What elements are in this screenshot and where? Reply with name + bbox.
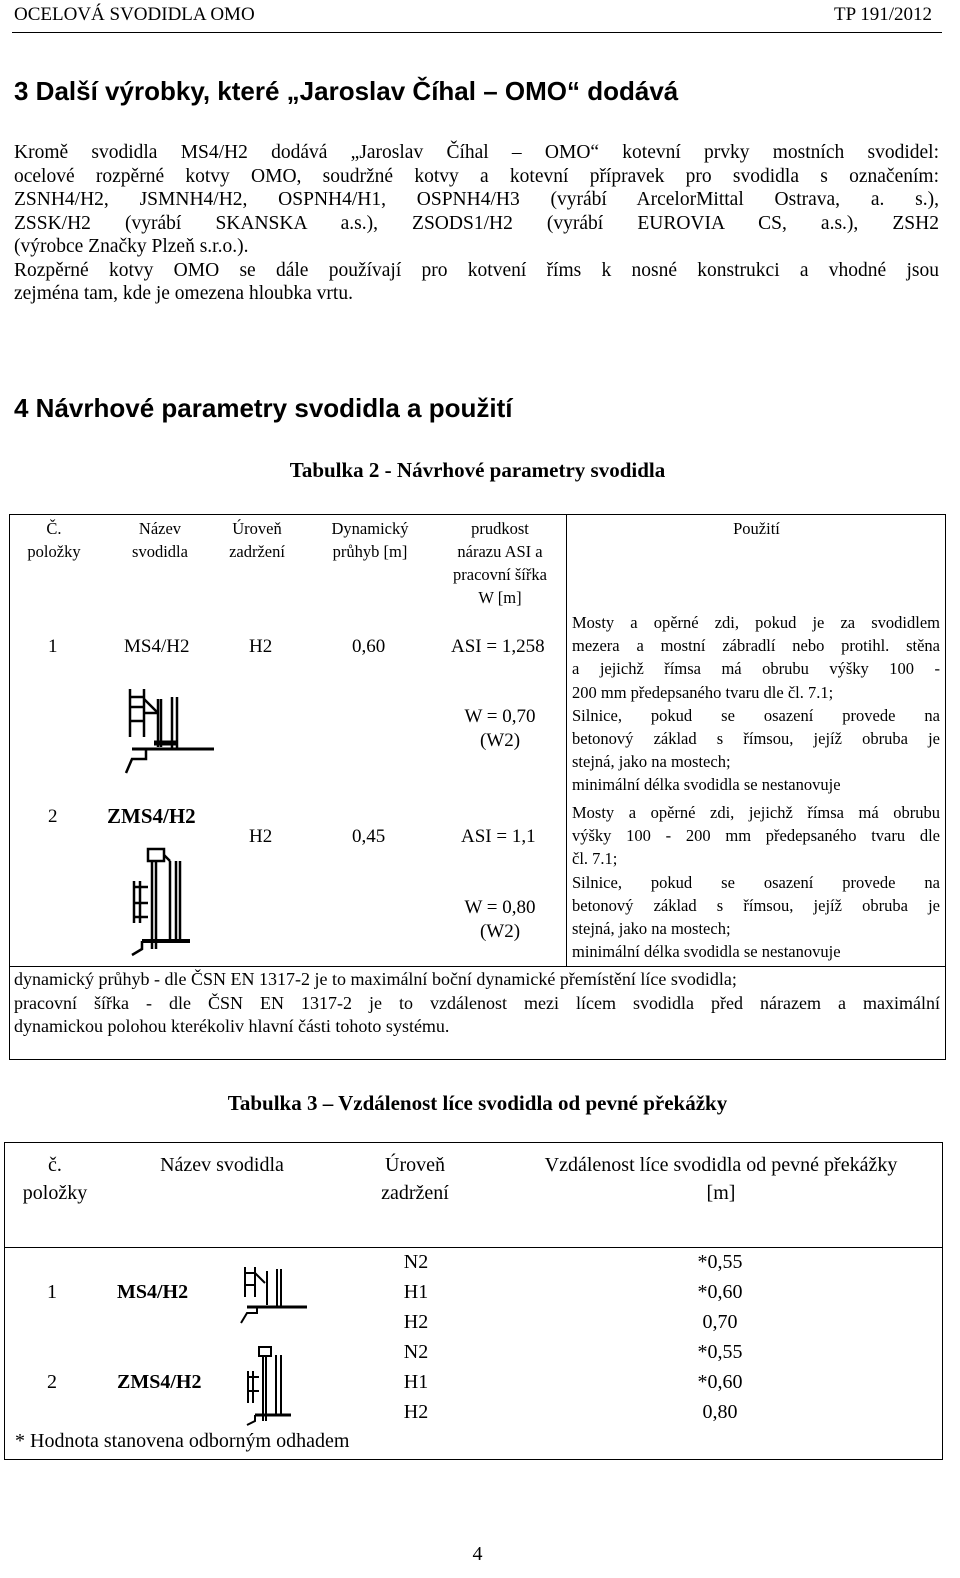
- note-line: dynamický průhyb - dle ČSN EN 1317-2 je to maximální boční dynamické přemístění líce svodidla;: [14, 969, 737, 989]
- header-rule: [12, 32, 942, 33]
- t3-group2-name: ZMS4/H2: [117, 1371, 202, 1393]
- ms4-h2-profile-drawing: [118, 685, 214, 775]
- header-text: č.: [48, 1154, 62, 1176]
- header-text: nárazu ASI a: [457, 542, 543, 561]
- t2-row2-usage: [572, 801, 940, 963]
- usage-line: stejná, jako na mostech;: [572, 919, 731, 939]
- ms4-h2-small-drawing: [237, 1263, 313, 1325]
- header-text: zadržení: [381, 1182, 449, 1204]
- usage-line: Mosty a opěrné zdi, pokud je za svodidlem: [572, 613, 940, 632]
- note-line: pracovní šířka - dle ČSN EN 1317-2 je to vzdálenost mezi lícem svodidla před nárazem a maximální: [14, 992, 940, 1013]
- usage-line: Silnice, pokud se osazení provede na: [572, 705, 940, 725]
- usage-line: minimální délka svodidla se nestanovuje: [572, 942, 841, 962]
- t2-header-usage: Použití: [733, 519, 780, 538]
- section-3-heading: 3 Další výrobky, které „Jaroslav Číhal – OMO“ dodává: [14, 76, 679, 106]
- t3-g1-r2-level: H1: [403, 1281, 429, 1303]
- header-text: Č.: [46, 519, 62, 538]
- header-text: prudkost: [471, 519, 529, 538]
- section-4-heading: 4 Návrhové parametry svodidla a použití: [14, 393, 513, 423]
- header-text: Úroveň: [232, 519, 282, 538]
- t2-row1-asi: ASI = 1,258: [451, 636, 545, 657]
- header-text: zadržení: [229, 542, 285, 561]
- table-2-column-divider: [566, 515, 567, 966]
- zms4-h2-profile-drawing: [128, 845, 198, 957]
- t3-header-distance: [499, 1151, 943, 1207]
- t2-row1-usage: [572, 611, 940, 797]
- page-number: 4: [472, 1543, 483, 1565]
- header-text: položky: [27, 542, 81, 561]
- t3-group1-item: 1: [47, 1281, 57, 1303]
- table-2: [9, 514, 946, 1060]
- t2-header-level: [212, 517, 302, 563]
- t3-header-name: Název svodidla: [160, 1154, 284, 1176]
- t2-header-name: [110, 517, 210, 563]
- t3-g2-r2-distance: *0,60: [697, 1371, 743, 1393]
- t2-row1-item: 1: [48, 636, 58, 657]
- paragraph-line: (výrobce Značky Plzeň s.r.o.).: [14, 236, 249, 257]
- t3-g2-r1-distance: *0,55: [697, 1341, 743, 1363]
- usage-line: betonový základ s římsou, jejíž obruba je: [572, 895, 940, 915]
- note-line: dynamickou polohou kterékoliv hlavní části tohoto systému.: [14, 1016, 450, 1036]
- t2-row1-name: MS4/H2: [124, 636, 190, 657]
- t3-g1-r1-distance: *0,55: [697, 1251, 743, 1273]
- t3-g1-r3-level: H2: [403, 1311, 429, 1333]
- header-doc-title: OCELOVÁ SVODIDLA OMO: [14, 4, 255, 25]
- t3-header-item: [5, 1151, 105, 1207]
- paragraph-line: zejména tam, kde je omezena hloubka vrtu.: [14, 283, 353, 304]
- t2-row2-deflection: 0,45: [352, 826, 386, 847]
- width-class: (W2): [479, 921, 521, 942]
- t3-g2-r2-level: H1: [403, 1371, 429, 1393]
- header-text: Dynamický: [331, 519, 409, 538]
- table-3-header-divider: [5, 1247, 942, 1248]
- table-2-notes-divider: [10, 966, 945, 967]
- t3-g1-r2-distance: *0,60: [697, 1281, 743, 1303]
- t2-row2-item: 2: [48, 806, 58, 827]
- t2-row2-asi: ASI = 1,1: [461, 826, 536, 847]
- width-value: W = 0,80: [464, 897, 536, 918]
- paragraph-line: Rozpěrné kotvy OMO se dále používají pro kotvení říms k nosné konstrukci a vhodné jsou: [14, 259, 939, 281]
- header-text: Název: [138, 519, 182, 538]
- paragraph-line: ZSSK/H2 (vyrábí SKANSKA a.s.), ZSODS1/H2 (vyrábí EUROVIA CS, a.s.), ZSH2: [14, 212, 939, 234]
- usage-line: minimální délka svodidla se nestanovuje: [572, 775, 841, 795]
- header-doc-code: TP 191/2012: [834, 4, 932, 25]
- zms4-h2-small-drawing: [243, 1343, 299, 1427]
- t2-row2-width: [435, 896, 565, 944]
- usage-line: 200 mm předepsaného tvaru dle čl. 7.1;: [572, 682, 834, 702]
- t2-row1-width: [435, 705, 565, 753]
- table-3-caption: Tabulka 3 – Vzdálenost líce svodidla od pevné překážky: [227, 1091, 728, 1115]
- paragraph-line: ocelové rozpěrné kotvy OMO, soudržné kotvy a kotevní přípravek pro svodidla s označením:: [14, 165, 939, 187]
- table-3: [4, 1142, 943, 1460]
- header-text: svodidla: [132, 542, 188, 561]
- usage-line: a jejichž římsa má obrubu výšky 100 -: [572, 659, 940, 679]
- t3-g2-r3-distance: 0,80: [702, 1401, 738, 1423]
- t3-group1-name: MS4/H2: [117, 1281, 189, 1303]
- t2-notes: [14, 968, 940, 1039]
- usage-line: betonový základ s římsou, jejíž obruba je: [572, 729, 940, 749]
- section-3-paragraph: [14, 141, 939, 306]
- header-text: položky: [22, 1182, 88, 1204]
- usage-line: Mosty a opěrné zdi, jejichž římsa má obrubu: [572, 803, 940, 822]
- t3-g1-r3-distance: 0,70: [702, 1311, 738, 1333]
- t3-footnote: * Hodnota stanovena odborným odhadem: [15, 1430, 350, 1452]
- usage-line: čl. 7.1;: [572, 849, 618, 869]
- t3-g1-r1-level: N2: [403, 1251, 429, 1273]
- table-2-caption: Tabulka 2 - Návrhové parametry svodidla: [289, 458, 666, 482]
- t2-header-deflection: [310, 517, 430, 563]
- t3-g2-r3-level: H2: [403, 1401, 429, 1423]
- header-text: průhyb [m]: [332, 542, 408, 561]
- t2-row1-deflection: 0,60: [352, 636, 386, 657]
- t2-header-item: [10, 517, 98, 563]
- t2-row1-level: H2: [249, 636, 273, 657]
- usage-line: mezera a mostní zábradlí nebo protihl. stěna: [572, 636, 940, 656]
- t3-header-level: [345, 1151, 485, 1207]
- header-text: [m]: [706, 1182, 736, 1204]
- header-text: pracovní šířka: [453, 565, 547, 584]
- usage-line: stejná, jako na mostech;: [572, 752, 731, 772]
- paragraph-line: ZSNH4/H2, JSMNH4/H2, OSPNH4/H1, OSPNH4/H3 (vyrábí ArcelorMittal Ostrava, a. s.),: [14, 189, 939, 210]
- t3-g2-r1-level: N2: [403, 1341, 429, 1363]
- t2-row2-name: ZMS4/H2: [107, 804, 196, 828]
- t2-row2-level: H2: [249, 826, 273, 847]
- header-text: Vzdálenost líce svodidla od pevné překážky: [544, 1154, 898, 1176]
- paragraph-line: Kromě svodidla MS4/H2 dodává „Jaroslav Číhal – OMO“ kotevní prvky mostních svodidel:: [14, 142, 939, 163]
- width-class: (W2): [479, 730, 521, 751]
- width-value: W = 0,70: [464, 706, 536, 727]
- header-text: W [m]: [478, 588, 522, 607]
- header-text: Úroveň: [385, 1154, 445, 1176]
- t2-header-asi: [435, 517, 565, 609]
- usage-line: Silnice, pokud se osazení provede na: [572, 872, 940, 892]
- t3-group2-item: 2: [47, 1371, 57, 1393]
- usage-line: výšky 100 - 200 mm předepsaného tvaru dle: [572, 826, 940, 846]
